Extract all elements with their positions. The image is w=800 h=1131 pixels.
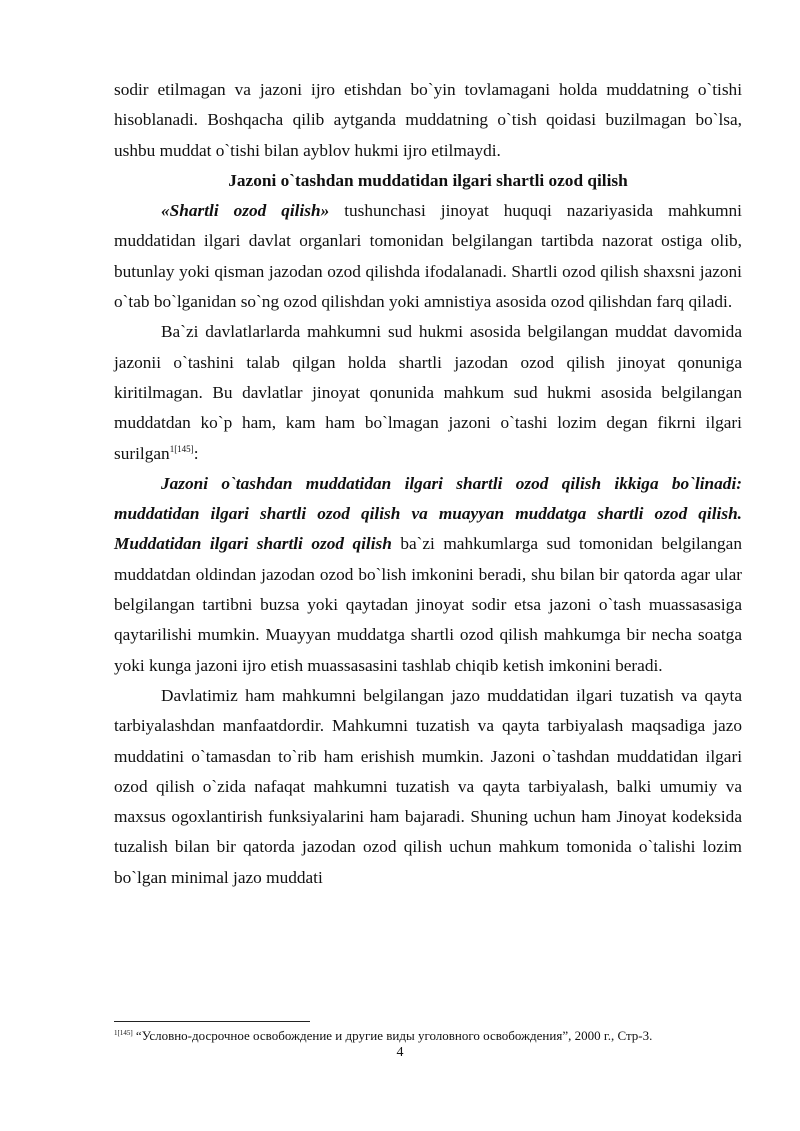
defined-term: «Shartli ozod qilish» — [161, 201, 330, 221]
footnote-mark: 1[145] — [114, 1029, 133, 1037]
paragraph-foreign-states — [114, 317, 742, 468]
paragraph-text: Ba`zi davlatlarlarda mahkumni sud hukmi asosida belgilangan muddat davomida jazonii o`tashini talab qilgan holda shartli jazodan ozod qilish jinoyat qonuniga kiritilmagan. Bu davlatlar jinoyat qonunida mahkum sud hukmi asosida belgilangan muddatdan ko`p ham, kam ham bo`lmagan jazoni o`tashi lozim degan fikrni ilgari surilgan — [114, 322, 742, 463]
page-number: 4 — [396, 1045, 404, 1060]
paragraph-text: ba`zi mahkumlarga sud tomonidan belgilangan muddatdan oldindan jazodan ozod bo`lish imkonini beradi, shu bilan bir qatorda agar ular belgilangan tartibni buzsa yoki qaytadan jinoyat sodir etsa jazoni o`tash muassasasiga qaytarilishi mumkin. Muayyan muddatga shartli ozod qilish mahkumga bir necha soatga yoki kunga jazoni ijro etish muassasasini tashlab chiqib ketish imkonini beradi. — [114, 534, 742, 675]
footnote-text: “Условно-досрочное освобождение и другие виды уголовного освобождения”, 2000 г., Стр-3. — [132, 1028, 653, 1043]
definition-text: tushunchasi jinoyat huquqi nazariyasida mahkumni muddatidan ilgari davlat organlari tomonidan belgilangan tartibda nazorat ostiga olib, butunlay yoki qisman jazodan ozod qilishda ifodalanadi. Shartli ozod qilish shaxsni jazoni o`tab bo`lganidan so`ng ozod qilishdan yoki amnistiya asosida ozod qilishdan farq qiladi. — [114, 201, 742, 312]
body-text — [114, 75, 742, 893]
footnote-reference: 1[145] — [169, 443, 194, 454]
section-heading: Jazoni o`tashdan muddatidan ilgari shartli ozod qilish — [228, 170, 628, 190]
paragraph-definition — [114, 196, 742, 317]
paragraph-end-mark: : — [193, 443, 199, 463]
footnote-separator — [114, 1021, 310, 1022]
emphasized-text: Jazoni o`tashdan muddatidan ilgari shartli ozod qilish ikkiga bo`linadi: muddatidan ilgari shartli ozod qilish va muayyan muddatga shartli ozod qilish. Muddatidan ilgari shartli ozod qilish — [114, 473, 742, 554]
paragraph-continuation: sodir etilmagan va jazoni ijro etishdan bo`yin tovlamagani holda muddatning o`tishi hisoblanadi. Boshqacha qilib aytganda muddatning o`tish qoidasi buzilmagan bo`lsa, ushbu muddat o`tishi bilan ayblov hukmi ijro etilmaydi. — [114, 80, 742, 160]
paragraph-state-interest: Davlatimiz ham mahkumni belgilangan jazo muddatidan ilgari tuzatish va qayta tarbiyalashdan manfaatdordir. Mahkumni tuzatish va qayta tarbiyalash maqsadiga jazo muddatini o`tamasdan to`rib ham erishish mumkin. Jazoni o`tashdan muddatidan ilgari ozod qilish o`zida nafaqat mahkumni tuzatish va qayta tarbiyalash, balki umumiy va maxsus ogoxlantirish funksiyalarini ham bajaradi. Shuning uchun ham Jinoyat kodeksida tuzalish bilan bir qatorda jazodan ozod qilish uchun mahkum tomonida o`talishi lozim bo`lgan minimal jazo muddati — [114, 685, 742, 887]
footnote — [114, 1027, 754, 1045]
paragraph-types — [114, 469, 742, 681]
